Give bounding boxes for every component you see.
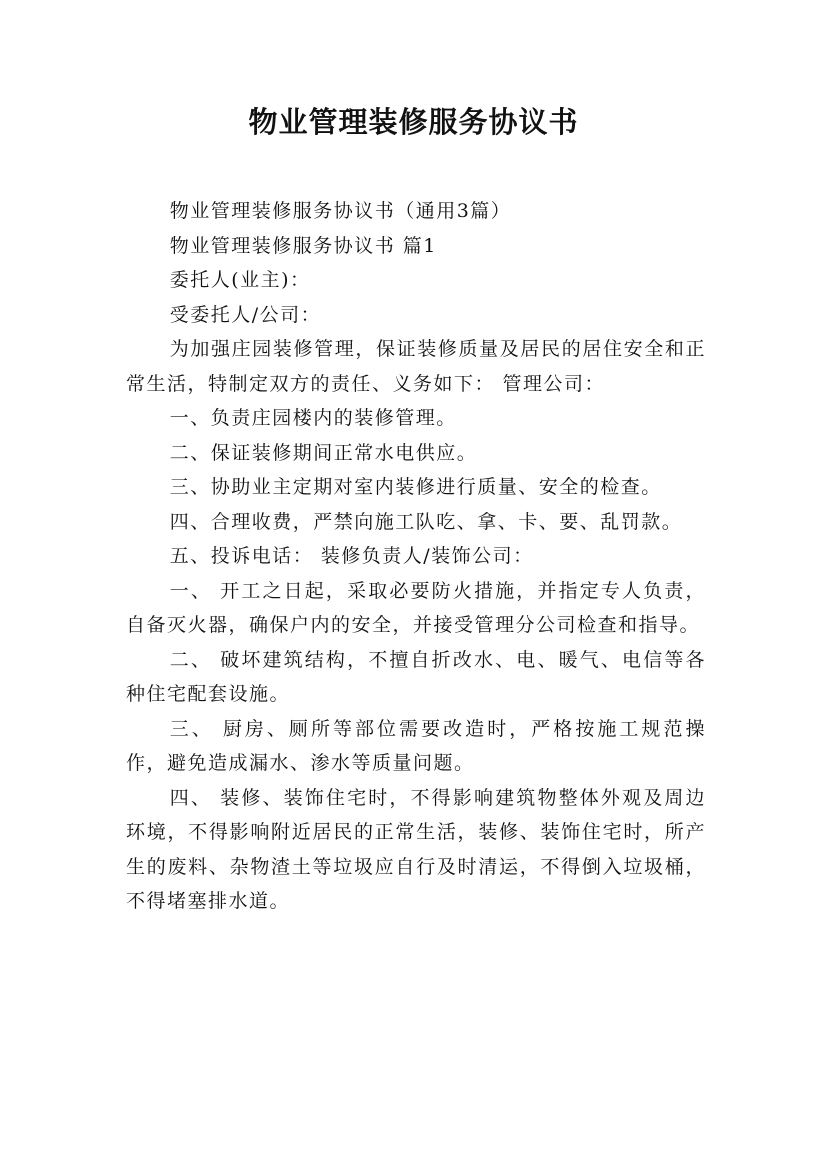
paragraph: 二、保证装修期间正常水电供应。 <box>169 441 478 464</box>
paragraph: 物业管理装修服务协议书 篇1 <box>169 234 437 257</box>
paragraph: 一、负责庄园楼内的装修管理。 <box>169 407 457 429</box>
paragraph: 一、 开工之日起，采取必要防火措施，并指定专人负责，自备灭火器，确保户内的安全，并接受管理分公司检查和指导。 <box>126 579 706 636</box>
paragraph: 受委托人/公司： <box>169 303 322 326</box>
paragraph: 物业管理装修服务协议书（通用3篇） <box>169 200 512 222</box>
paragraph: 五、投诉电话： 装修负责人/装饰公司： <box>169 545 534 567</box>
paragraph: 为加强庄园装修管理，保证装修质量及居民的居住安全和正常生活，特制定双方的责任、义务如下： 管理公司： <box>126 338 706 395</box>
paragraph: 三、 厨房、厕所等部位需要改造时，严格按施工规范操作，避免造成漏水、渗水等质量问题。 <box>126 717 706 774</box>
paragraph: 委托人(业主)： <box>169 269 311 291</box>
document-title: 物业管理装修服务协议书 <box>248 105 579 139</box>
paragraph: 四、 装修、装饰住宅时，不得影响建筑物整体外观及周边环境，不得影响附近居民的正常生活，装修、装饰住宅时，所产生的废料、杂物渣土等垃圾应自行及时清运，不得倒入垃圾桶，不得堵塞排水道。 <box>126 786 706 912</box>
document-body <box>126 194 706 919</box>
paragraph: 二、 破坏建筑结构，不擅自折改水、电、暖气、电信等各种住宅配套设施。 <box>126 648 706 705</box>
paragraph: 四、合理收费，严禁向施工队吃、拿、卡、要、乱罚款。 <box>169 510 683 533</box>
paragraph: 三、协助业主定期对室内装修进行质量、安全的检查。 <box>169 476 662 498</box>
